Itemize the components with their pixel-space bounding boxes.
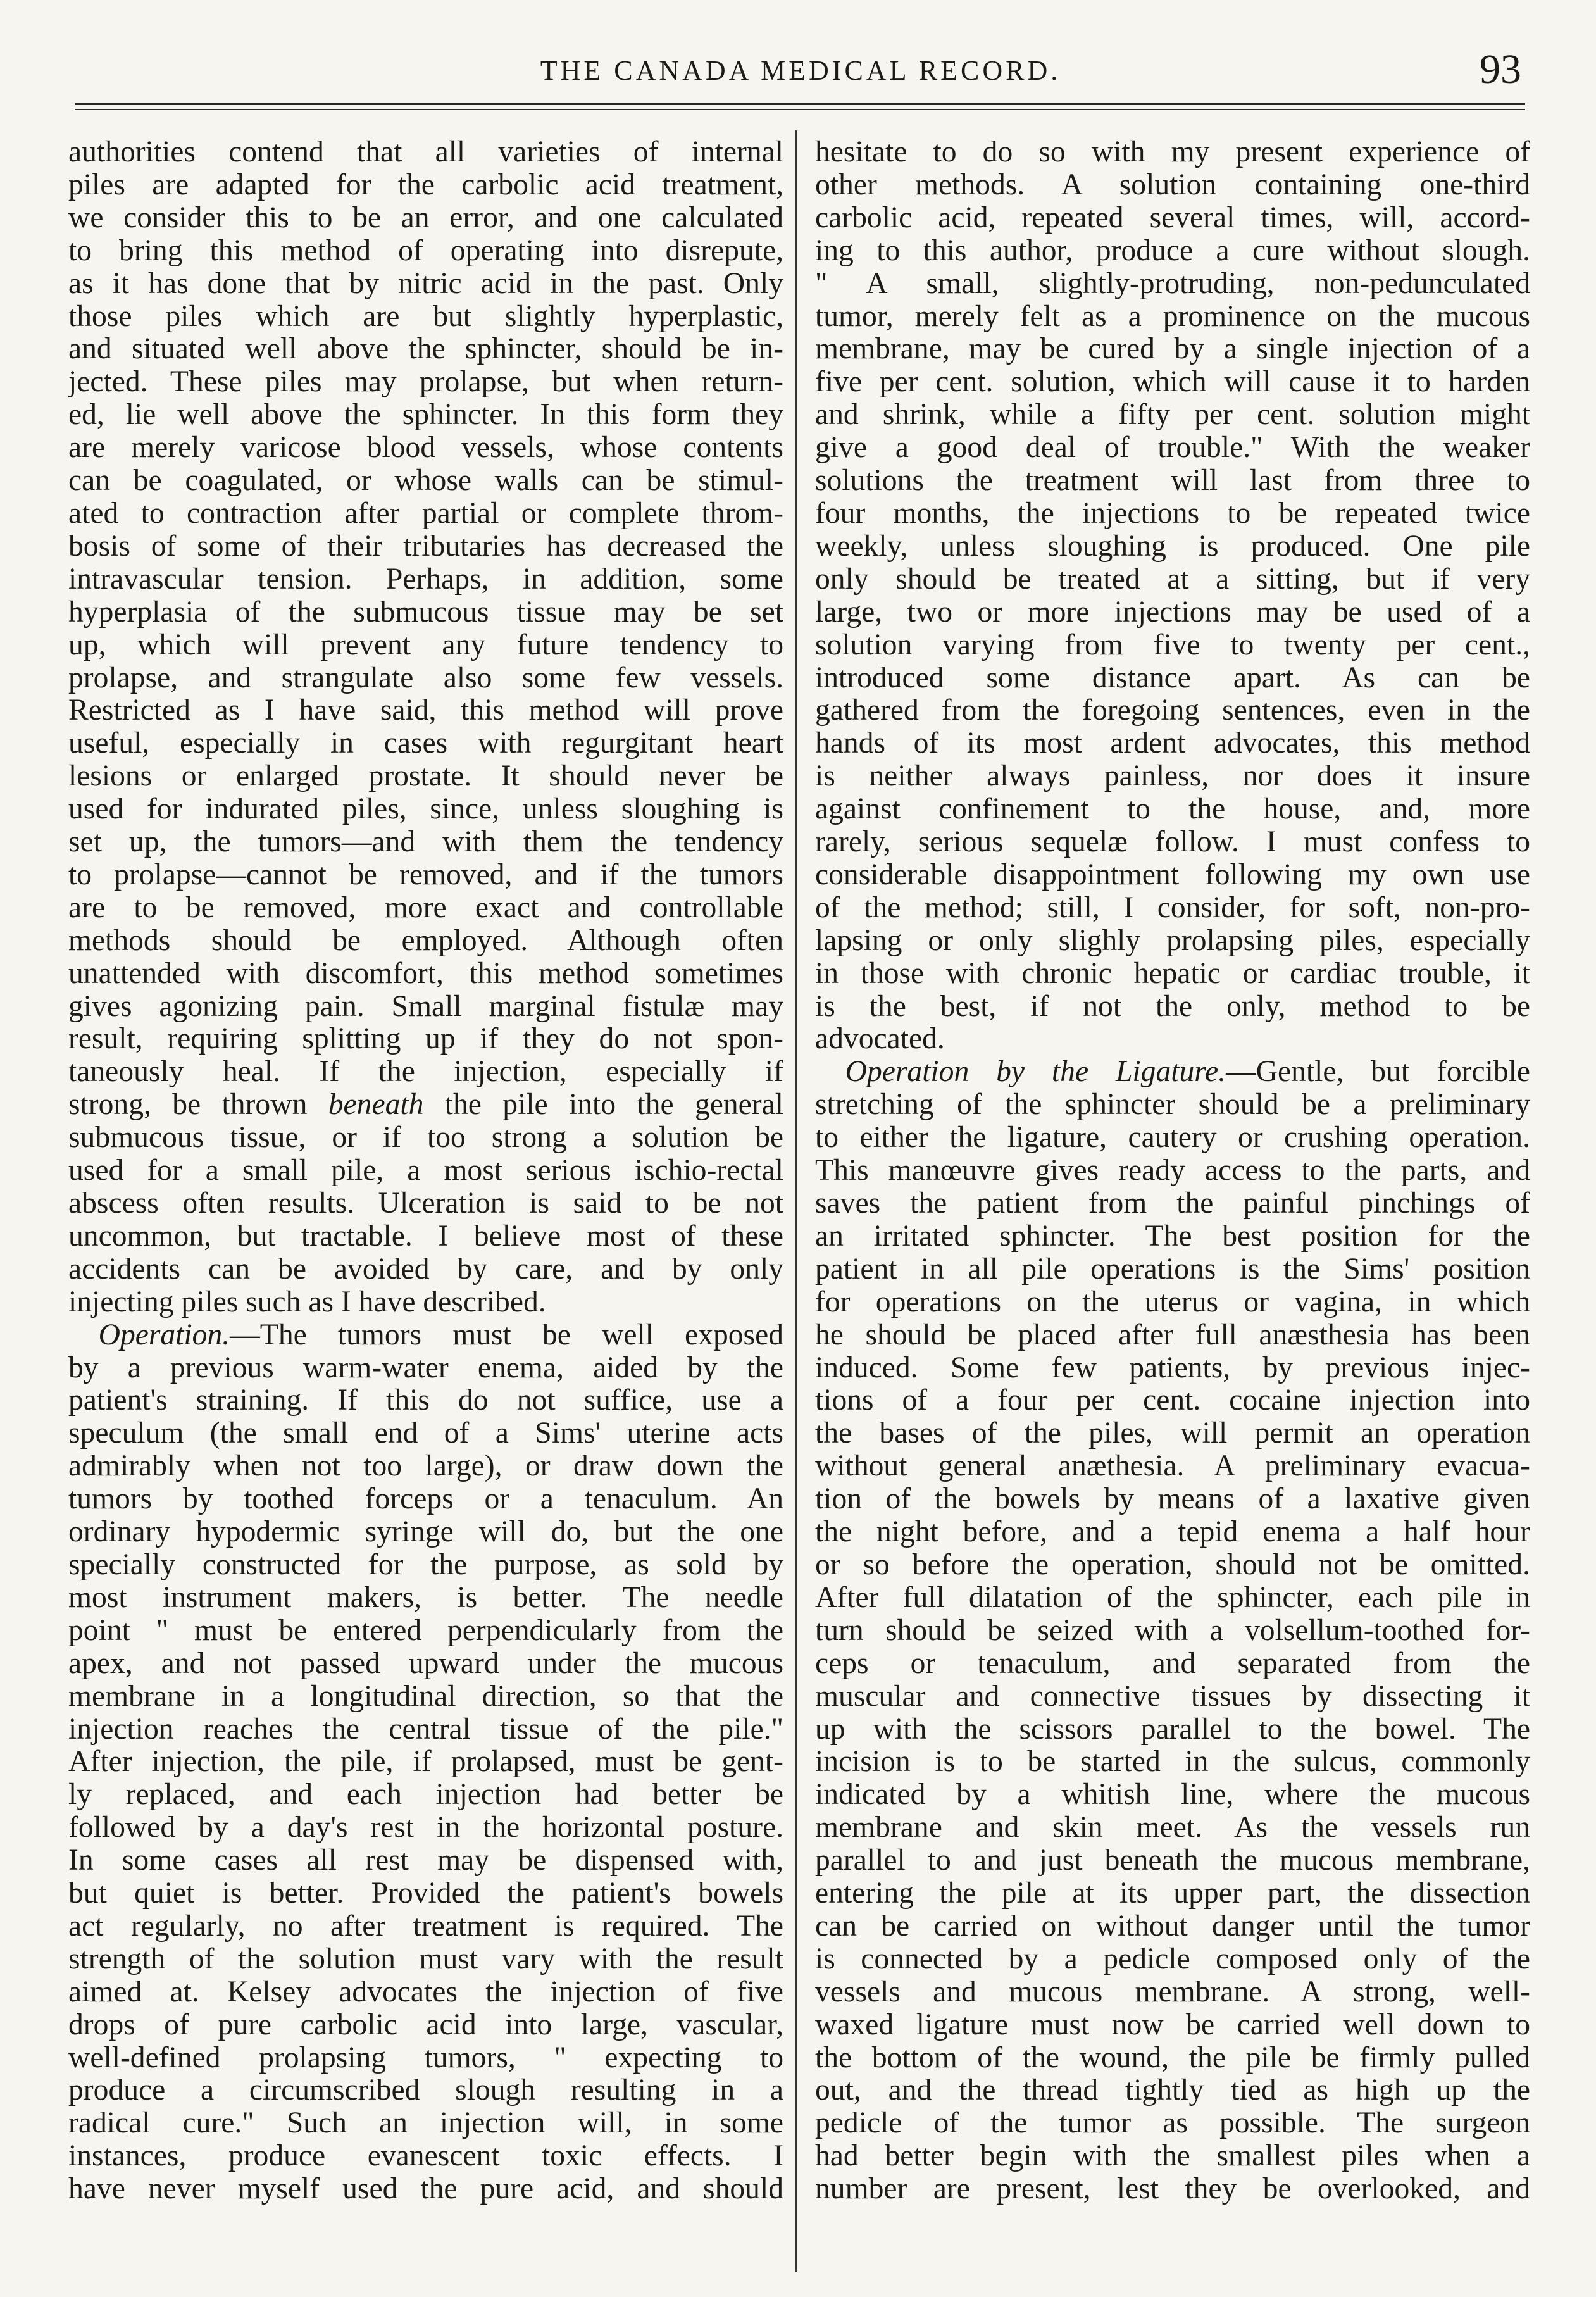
text-line: most instrument makers, is better. The needle xyxy=(68,1580,783,1614)
text-line: parallel to and just beneath the mucous membrane, xyxy=(815,1844,1530,1877)
text-line: After full dilatation of the sphincter, each pile in xyxy=(815,1580,1530,1614)
text-line: speculum (the small end of a Sims' uterine acts xyxy=(68,1417,783,1450)
text-line: have never myself used the pure acid, and should xyxy=(68,2172,783,2206)
text-line: drops of pure carbolic acid into large, vascular, xyxy=(68,2008,783,2041)
text-line: those piles which are but slightly hyperplastic, xyxy=(68,299,783,333)
text-line: advocated. xyxy=(815,1022,945,1056)
text-line: against confinement to the house, and, more xyxy=(815,792,1530,826)
text-line: weekly, unless sloughing is produced. One pile xyxy=(815,529,1530,563)
text-line: the night before, and a tepid enema a half hour xyxy=(815,1515,1530,1549)
emphasis-beneath: beneath xyxy=(328,1088,424,1122)
text-line: induced. Some few patients, by previous injec- xyxy=(815,1351,1530,1384)
text-line: radical cure." Such an injection will, in some xyxy=(68,2106,783,2140)
text-line: tumor, merely felt as a prominence on the mucous xyxy=(815,299,1530,333)
text-line: patient in all pile operations is the Sims' position xyxy=(815,1252,1530,1286)
text-line: lapsing or only slighly prolapsing piles, especially xyxy=(815,923,1530,957)
text-line: instances, produce evanescent toxic effects. I xyxy=(68,2139,783,2173)
text-line: gathered from the foregoing sentences, even in the xyxy=(815,694,1530,727)
text-line: ceps or tenaculum, and separated from the xyxy=(815,1646,1530,1680)
text-line: ed, lie well above the sphincter. In this form they xyxy=(68,398,783,432)
text-line: considerable disappointment following my own use xyxy=(815,858,1530,891)
text-line: gives agonizing pain. Small marginal fistulæ may xyxy=(68,989,783,1023)
text-line: ordinary hypodermic syringe will do, but the one xyxy=(68,1515,783,1549)
text-fragment: strong, be thrown xyxy=(68,1088,328,1122)
section-heading-operation: Operation. xyxy=(98,1318,230,1351)
text-line: taneously heal. If the injection, especially if xyxy=(68,1055,783,1089)
text-line: lesions or enlarged prostate. It should never be xyxy=(68,760,783,793)
text-line: for operations on the uterus or vagina, in which xyxy=(815,1285,1530,1318)
paragraph-carbolic-continued xyxy=(815,136,1530,1056)
text-line: After injection, the pile, if prolapsed, must be gent- xyxy=(68,1745,783,1779)
paragraph-carbolic-critique xyxy=(68,136,783,1319)
text-line: he should be placed after full anæsthesia has been xyxy=(815,1318,1530,1351)
text-line: strength of the solution must vary with the result xyxy=(68,1942,783,1975)
text-line: the bases of the piles, will permit an operation xyxy=(815,1417,1530,1450)
text-line: but quiet is better. Provided the patient's bowels xyxy=(68,1877,783,1910)
text-line: to either the ligature, cautery or crushing operation. xyxy=(815,1121,1530,1155)
text-line: used for indurated piles, since, unless sloughing is xyxy=(68,792,783,826)
text-line: five per cent. solution, which will cause it to harden xyxy=(815,365,1530,399)
paragraph-operation xyxy=(68,1319,783,2206)
text-line: indicated by a whitish line, where the mucous xyxy=(815,1778,1530,1812)
text-line: specially constructed for the purpose, as sold by xyxy=(68,1548,783,1581)
text-line: apex, and not passed upward under the mucous xyxy=(68,1646,783,1680)
text-line: jected. These piles may prolapse, but when return- xyxy=(68,365,783,399)
text-line: In some cases all rest may be dispensed with, xyxy=(68,1844,783,1877)
text-line: and situated well above the sphincter, should be in- xyxy=(68,332,783,366)
text-line: vessels and mucous membrane. A strong, well- xyxy=(815,1975,1530,2008)
text-line: ing to this author, produce a cure without slough. xyxy=(815,234,1530,267)
text-line: can be carried on without danger until the tumor xyxy=(815,1909,1530,1943)
text-line: muscular and connective tissues by dissecting it xyxy=(815,1679,1530,1713)
text-line-operation-heading xyxy=(68,1319,783,1352)
text-line: saves the patient from the painful pinchings of xyxy=(815,1187,1530,1220)
text-line: authorities contend that all varieties of internal xyxy=(68,136,783,168)
text-line: solutions the treatment will last from three to xyxy=(815,464,1530,498)
text-line-beneath xyxy=(68,1089,783,1122)
text-line: or so before the operation, should not be omitted. xyxy=(815,1548,1530,1581)
text-line: large, two or more injections may be used of a xyxy=(815,595,1530,629)
text-line: patient's straining. If this do not suffice, use a xyxy=(68,1384,783,1417)
text-line: up with the scissors parallel to the bowel. The xyxy=(815,1712,1530,1746)
text-line: are to be removed, more exact and controllable xyxy=(68,891,783,924)
running-head xyxy=(76,46,1525,96)
text-line: other methods. A solution containing one-third xyxy=(815,168,1530,201)
text-line: tumors by toothed forceps or a tenaculum. An xyxy=(68,1482,783,1516)
text-line-ligature-heading xyxy=(815,1056,1530,1089)
text-line: entering the pile at its upper part, the dissection xyxy=(815,1877,1530,1910)
text-line: waxed ligature must now be carried well down to xyxy=(815,2008,1530,2041)
text-line: injection reaches the central tissue of the pile." xyxy=(68,1712,783,1746)
header-rule-thick xyxy=(75,103,1525,105)
right-column xyxy=(815,136,1530,2269)
paragraph-ligature xyxy=(815,1056,1530,2206)
text-line: is connected by a pedicle composed only of the xyxy=(815,1942,1530,1975)
text-line: followed by a day's rest in the horizontal posture. xyxy=(68,1811,783,1844)
text-line: hyperplasia of the submucous tissue may be set xyxy=(68,595,783,629)
text-line: are merely varicose blood vessels, whose contents xyxy=(68,431,783,465)
text-line: introduced some distance apart. As can be xyxy=(815,661,1530,694)
text-line: unattended with discomfort, this method sometimes xyxy=(68,956,783,990)
text-line: is the best, if not the only, method to be xyxy=(815,989,1530,1023)
text-line: ated to contraction after partial or complete throm- xyxy=(68,496,783,530)
text-line: piles are adapted for the carbolic acid treatment, xyxy=(68,168,783,201)
text-line: abscess often results. Ulceration is said to be not xyxy=(68,1187,783,1220)
text-line: four months, the injections to be repeated twice xyxy=(815,496,1530,530)
text-line: well-defined prolapsing tumors, " expecting to xyxy=(68,2041,783,2074)
text-line: up, which will prevent any future tendency to xyxy=(68,628,783,661)
text-line: membrane in a longitudinal direction, so that the xyxy=(68,1679,783,1713)
section-heading-ligature: Operation by the Ligature. xyxy=(845,1055,1226,1089)
text-line: without general anæthesia. A preliminary evacua- xyxy=(815,1449,1530,1483)
text-line: " A small, slightly-protruding, non-pedunculated xyxy=(815,266,1530,300)
text-line: submucous tissue, or if too strong a solution be xyxy=(68,1121,783,1155)
text-line: tion of the bowels by means of a laxative given xyxy=(815,1482,1530,1516)
text-fragment: —Gentle, but forcible xyxy=(1226,1055,1530,1089)
text-line: stretching of the sphincter should be a preliminary xyxy=(815,1088,1530,1122)
text-line: accidents can be avoided by care, and by only xyxy=(68,1252,783,1286)
page-number: 93 xyxy=(1480,46,1521,92)
text-line: uncommon, but tractable. I believe most of these xyxy=(68,1219,783,1253)
text-line: turn should be seized with a volsellum-toothed for- xyxy=(815,1613,1530,1647)
text-line: admirably when not too large), or draw down the xyxy=(68,1449,783,1483)
text-line: the bottom of the wound, the pile be firmly pulled xyxy=(815,2041,1530,2074)
text-line: useful, especially in cases with regurgitant heart xyxy=(68,727,783,760)
text-line: of the method; still, I consider, for soft, non-pro- xyxy=(815,891,1530,924)
text-line: had better begin with the smallest piles when a xyxy=(815,2139,1530,2173)
text-line: to bring this method of operating into disrepute, xyxy=(68,234,783,267)
text-line: ly replaced, and each injection had better be xyxy=(68,1778,783,1812)
text-line: number are present, lest they be overlooked, and xyxy=(815,2172,1530,2206)
text-line: set up, the tumors—and with them the tendency xyxy=(68,825,783,859)
text-line: carbolic acid, repeated several times, will, accord- xyxy=(815,201,1530,234)
text-line: out, and the thread tightly tied as high up the xyxy=(815,2074,1530,2107)
text-fragment: —The tumors must be well exposed xyxy=(230,1318,783,1351)
text-line: tions of a four per cent. cocaine injection into xyxy=(815,1384,1530,1417)
text-line: hands of its most ardent advocates, this method xyxy=(815,727,1530,760)
text-line: methods should be employed. Although often xyxy=(68,923,783,957)
text-line: intravascular tension. Perhaps, in addition, some xyxy=(68,562,783,596)
text-line: as it has done that by nitric acid in the past. Only xyxy=(68,266,783,300)
text-line: can be coagulated, or whose walls can be stimul- xyxy=(68,464,783,498)
text-line: by a previous warm-water enema, aided by the xyxy=(68,1351,783,1384)
text-line: used for a small pile, a most serious ischio-rectal xyxy=(68,1154,783,1187)
text-line: produce a circumscribed slough resulting in a xyxy=(68,2074,783,2107)
text-line: only should be treated at a sitting, but if very xyxy=(815,562,1530,596)
column-divider xyxy=(795,130,797,2272)
text-line: prolapse, and strangulate also some few vessels. xyxy=(68,661,783,694)
text-line: to prolapse—cannot be removed, and if the tumors xyxy=(68,858,783,891)
text-line: This manœuvre gives ready access to the parts, and xyxy=(815,1154,1530,1187)
header-rule-thin xyxy=(75,109,1525,110)
left-column xyxy=(68,136,783,2269)
text-line: an irritated sphincter. The best position for the xyxy=(815,1219,1530,1253)
text-line: membrane, may be cured by a single injection of a xyxy=(815,332,1530,366)
text-line: is neither always painless, nor does it insure xyxy=(815,760,1530,793)
text-line: pedicle of the tumor as possible. The surgeon xyxy=(815,2106,1530,2140)
text-fragment: the pile into the general xyxy=(423,1088,783,1122)
text-line: give a good deal of trouble." With the weaker xyxy=(815,431,1530,465)
text-line: solution varying from five to twenty per cent., xyxy=(815,628,1530,661)
text-line: aimed at. Kelsey advocates the injection of five xyxy=(68,1975,783,2008)
text-line: result, requiring splitting up if they do not spon- xyxy=(68,1022,783,1056)
text-line: in those with chronic hepatic or cardiac trouble, it xyxy=(815,956,1530,990)
journal-title: THE CANADA MEDICAL RECORD. xyxy=(540,55,1061,86)
text-line: membrane and skin meet. As the vessels run xyxy=(815,1811,1530,1844)
text-line: incision is to be started in the sulcus, commonly xyxy=(815,1745,1530,1779)
text-line: injecting piles such as I have described. xyxy=(68,1285,546,1318)
text-line: rarely, serious sequelæ follow. I must confess to xyxy=(815,825,1530,859)
text-line: hesitate to do so with my present experience of xyxy=(815,136,1530,168)
text-line: bosis of some of their tributaries has decreased the xyxy=(68,529,783,563)
text-line: act regularly, no after treatment is required. The xyxy=(68,1909,783,1943)
text-line: point " must be entered perpendicularly from the xyxy=(68,1613,783,1647)
text-line: and shrink, while a fifty per cent. solution might xyxy=(815,398,1530,432)
text-line: we consider this to be an error, and one calculated xyxy=(68,201,783,234)
text-line: Restricted as I have said, this method will prove xyxy=(68,694,783,727)
